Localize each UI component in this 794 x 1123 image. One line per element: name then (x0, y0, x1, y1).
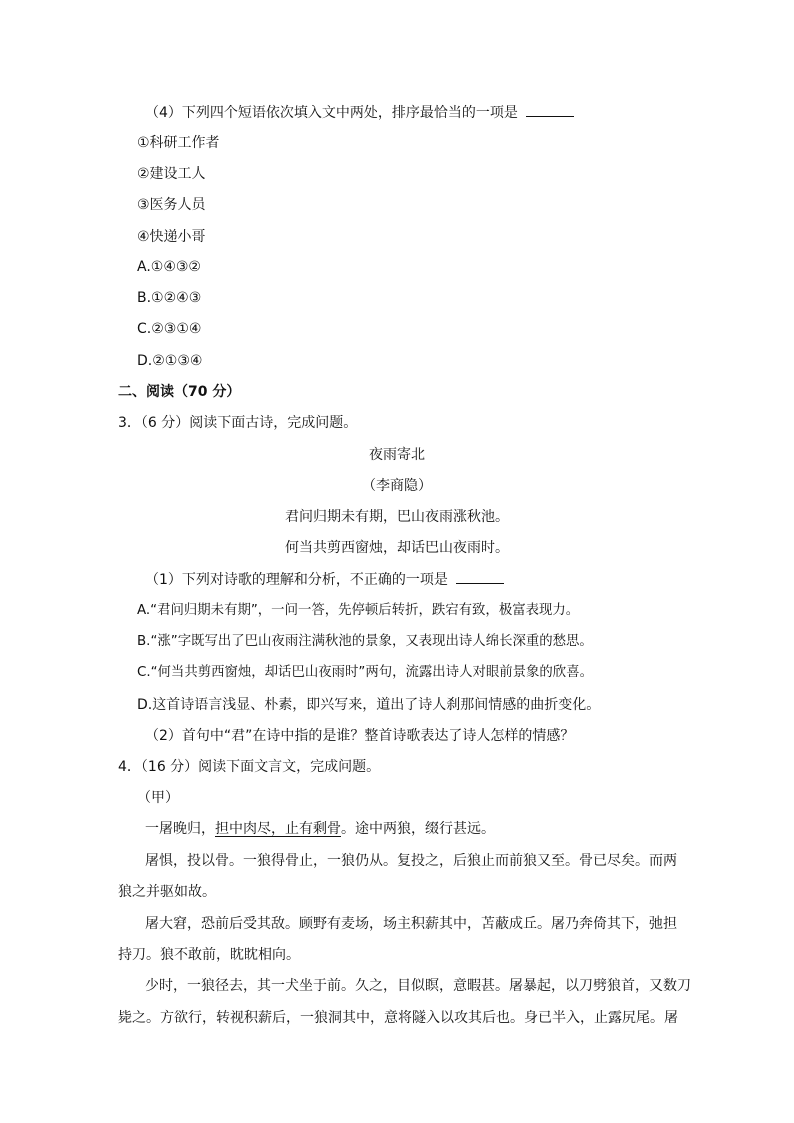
question-stem-text: （4）下列四个短语依次填入文中两处，排序最恰当的一项是 (145, 105, 518, 121)
poem-line: 何当共剪西窗烛，却话巴山夜雨时。 (285, 540, 509, 556)
passage-paragraph-2-line: 狼之并驱如故。 (118, 884, 216, 900)
passage-paragraph-3-line: 持刀。狼不敢前，眈眈相向。 (118, 947, 300, 963)
passage-paragraph-4-line: 少时，一狼径去，其一犬坐于前。久之，目似瞑，意暇甚。屠暴起，以刀劈狼首，又数刀 (145, 978, 691, 994)
poem-title: 夜雨寄北 (369, 447, 425, 463)
question-3-sub1-stem (145, 570, 504, 590)
option-a: A.“君问归期未有期”，一问一答，先停顿后转折，跌宕有致，极富表现力。 (137, 603, 580, 618)
poem-author: （李商隐） (362, 478, 432, 494)
option-c: C.“何当共剪西窗烛，却话巴山夜雨时”两句，流露出诗人对眼前景象的欣喜。 (137, 665, 593, 680)
section-label-jia: （甲） (137, 790, 179, 806)
answer-blank[interactable] (456, 571, 504, 584)
para1-pre: 一屠晚归， (145, 821, 215, 837)
passage-paragraph-4-line: 毙之。方欲行，转视积薪后，一狼洞其中，意将隧入以攻其后也。身已半入，止露尻尾。屠 (118, 1010, 678, 1026)
option-b: B.①②④③ (137, 290, 202, 306)
sub1-stem-text: （1）下列对诗歌的理解和分析，不正确的一项是 (145, 572, 448, 588)
question-3-sub2-stem: （2）首句中“君”在诗中指的是谁？整首诗歌表达了诗人怎样的情感？ (145, 728, 575, 744)
option-d: D.这首诗语言浅显、朴素，即兴写来，道出了诗人刹那间情感的曲折变化。 (137, 697, 601, 713)
option-a: A.①④③② (137, 259, 201, 275)
phrase-item: ④快递小哥 (137, 229, 206, 245)
passage-paragraph-3-line: 屠大窘，恐前后受其敌。顾野有麦场，场主积薪其中，苫蔽成丘。屠乃奔倚其下，弛担 (145, 916, 677, 932)
phrase-item: ①科研工作者 (137, 135, 220, 151)
option-c: C.②③①④ (137, 321, 202, 337)
para1-post: 。途中两狼，缀行甚远。 (341, 821, 495, 837)
underlined-phrase: 担中肉尽，止有剩骨 (215, 821, 341, 837)
question-4-stem: 4．（16 分）阅读下面文言文，完成问题。 (118, 759, 381, 775)
question-stem (145, 103, 574, 123)
phrase-item: ②建设工人 (137, 166, 206, 182)
section-heading: 二、阅读（70 分） (118, 384, 241, 400)
passage-paragraph-1 (145, 819, 495, 839)
question-3-stem: 3．（6 分）阅读下面古诗，完成问题。 (118, 415, 358, 431)
phrase-item: ③医务人员 (137, 197, 206, 213)
poem-line: 君问归期未有期，巴山夜雨涨秋池。 (285, 509, 509, 525)
option-b: B.“涨”字既写出了巴山夜雨注满秋池的景象，又表现出诗人绵长深重的愁思。 (137, 634, 593, 649)
passage-paragraph-2-line: 屠惧，投以骨。一狼得骨止，一狼仍从。复投之，后狼止而前狼又至。骨已尽矣。而两 (145, 853, 677, 869)
answer-blank[interactable] (526, 104, 574, 117)
option-d: D.②①③④ (137, 353, 203, 369)
